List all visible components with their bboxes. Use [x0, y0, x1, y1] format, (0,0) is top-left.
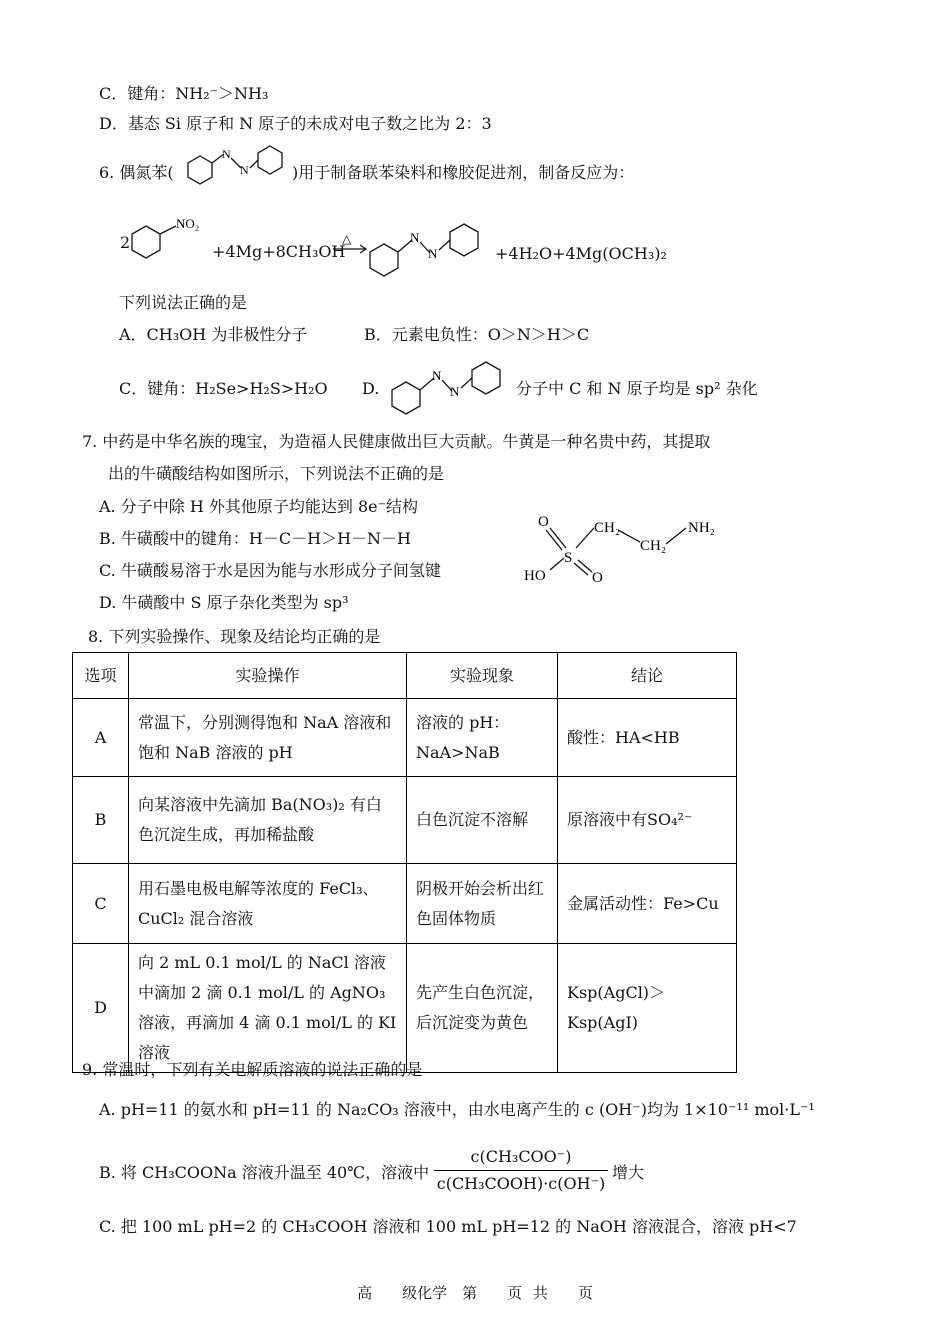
- q9-stem: 9. 常温时，下列有关电解质溶液的说法正确的是: [82, 1060, 423, 1079]
- table-row: [73, 864, 737, 944]
- q9-fraction: [434, 1146, 608, 1195]
- row-d-phenomenon: 先产生白色沉淀，后沉淀变为黄色: [407, 944, 558, 1073]
- q9-option-b-prefix: B. 将 CH₃COONa 溶液升温至 40℃，溶液中: [99, 1163, 430, 1182]
- row-d-conclusion: Ksp(AgCl)＞Ksp(AgI): [558, 944, 737, 1073]
- header-phenomenon: 实验现象: [407, 653, 558, 699]
- row-c-conclusion: 金属活动性：Fe>Cu: [558, 864, 737, 944]
- row-d-operation: 向 2 mL 0.1 mol/L 的 NaCl 溶液中滴加 2 滴 0.1 mol/L 的 AgNO₃ 溶液，再滴加 4 滴 0.1 mol/L 的 KI 溶液: [129, 944, 407, 1073]
- taurine-ho: HO: [524, 568, 546, 584]
- row-a-operation: 常温下，分别测得饱和 NaA 溶液和饱和 NaB 溶液的 pH: [129, 699, 407, 777]
- taurine-ch2-b: CH₂: [640, 538, 667, 554]
- row-b-operation: 向某溶液中先滴加 Ba(NO₃)₂ 有白色沉淀生成，再加稀盐酸: [129, 777, 407, 864]
- fraction-bar: [434, 1170, 608, 1171]
- row-c-operation: 用石墨电极电解等浓度的 FeCl₃、CuCl₂ 混合溶液: [129, 864, 407, 944]
- azo-n4: N: [428, 246, 438, 261]
- q5-option-d: D．基态 Si 原子和 N 原子的未成对电子数之比为 2：3: [99, 114, 492, 133]
- q7-option-a: A. 分子中除 H 外其他原子均能达到 8e⁻结构: [99, 497, 419, 516]
- row-c-option: C: [73, 864, 129, 944]
- q6-option-d-prefix: D.: [362, 379, 380, 398]
- azo-n2: N: [240, 163, 249, 177]
- azobenzene-option-structure: [390, 360, 514, 414]
- taurine-o-bottom: O: [592, 570, 603, 586]
- taurine-structure: [522, 508, 732, 588]
- fraction-numerator: c(CH₃COO⁻): [470, 1147, 572, 1166]
- eq-reactants: +4Mg+8CH₃OH: [212, 242, 346, 261]
- header-operation: 实验操作: [129, 653, 407, 699]
- nitrobenzene-structure: [130, 212, 210, 264]
- q6-option-c: C．键角：H₂Se>H₂S>H₂O: [119, 379, 328, 398]
- q6-question: 下列说法正确的是: [119, 293, 248, 312]
- header-conclusion: 结论: [558, 653, 737, 699]
- table-row: [73, 699, 737, 777]
- fraction-denominator: c(CH₃COOH)·c(OH⁻): [436, 1174, 606, 1193]
- reaction-arrow: [332, 232, 368, 254]
- q6-option-d-suffix: 分子中 C 和 N 原子均是 sp² 杂化: [516, 379, 758, 398]
- q8-experiment-table: [72, 652, 737, 1073]
- table-header-row: [73, 653, 737, 699]
- azo-n5: N: [432, 368, 442, 383]
- row-a-option: A: [73, 699, 129, 777]
- table-row: [73, 944, 737, 1073]
- eq-coefficient: 2: [120, 233, 131, 252]
- table-row: [73, 777, 737, 864]
- q6-option-a: A．CH₃OH 为非极性分子: [119, 325, 308, 344]
- no2-label: NO₂: [176, 216, 200, 231]
- q6-stem-prefix: 6. 偶氮苯(: [99, 163, 174, 182]
- row-b-phenomenon: 白色沉淀不溶解: [407, 777, 558, 864]
- heat-condition: △: [342, 232, 352, 246]
- row-a-conclusion: 酸性：HA<HB: [558, 699, 737, 777]
- taurine-o-top: O: [538, 514, 549, 530]
- q5-option-c: C．键角：NH₂⁻＞NH₃: [99, 84, 269, 103]
- q7-stem-line1: 7. 中药是中华名族的瑰宝，为造福人民健康做出巨大贡献。牛黄是一种名贵中药，其提取: [82, 432, 711, 451]
- q7-option-c: C. 牛磺酸易溶于水是因为能与水形成分子间氢键: [99, 561, 441, 580]
- q7-stem-line2: 出的牛磺酸结构如图所示，下列说法不正确的是: [108, 464, 445, 483]
- page-footer: 高 级化学 第 页 共 页: [357, 1284, 593, 1302]
- q9-option-b-suffix: 增大: [612, 1163, 645, 1182]
- row-d-option: D: [73, 944, 129, 1073]
- q7-option-b: B. 牛磺酸中的键角：H－C－H＞H－N－H: [99, 529, 411, 548]
- q7-option-d: D. 牛磺酸中 S 原子杂化类型为 sp³: [99, 593, 349, 612]
- azo-n3: N: [410, 230, 420, 245]
- q8-stem: 8. 下列实验操作、现象及结论均正确的是: [88, 627, 381, 646]
- taurine-ch2-a: CH₂: [594, 520, 621, 536]
- q6-stem-suffix: )用于制备联苯染料和橡胶促进剂，制备反应为：: [292, 163, 635, 182]
- taurine-nh2: NH₂: [688, 520, 715, 536]
- q9-option-a: A. pH=11 的氨水和 pH=11 的 Na₂CO₃ 溶液中，由水电离产生的 c (OH⁻)均为 1×10⁻¹¹ mol·L⁻¹: [99, 1100, 815, 1119]
- q9-option-c: C. 把 100 mL pH=2 的 CH₃COOH 溶液和 100 mL pH=12 的 NaOH 溶液混合，溶液 pH<7: [99, 1217, 797, 1236]
- azo-n6: N: [450, 384, 460, 399]
- azobenzene-inline-structure: [186, 144, 292, 196]
- eq-products: +4H₂O+4Mg(OCH₃)₂: [495, 244, 667, 263]
- taurine-s: S: [564, 550, 573, 566]
- row-c-phenomenon: 阴极开始会析出红色固体物质: [407, 864, 558, 944]
- azobenzene-product-structure: [368, 220, 492, 278]
- row-b-conclusion: 原溶液中有SO₄²⁻: [558, 777, 737, 864]
- q6-option-b: B．元素电负性：O＞N＞H＞C: [364, 325, 590, 344]
- header-option: 选项: [73, 653, 129, 699]
- row-b-option: B: [73, 777, 129, 864]
- azo-n1: N: [222, 147, 231, 161]
- row-a-phenomenon: 溶液的 pH：NaA>NaB: [407, 699, 558, 777]
